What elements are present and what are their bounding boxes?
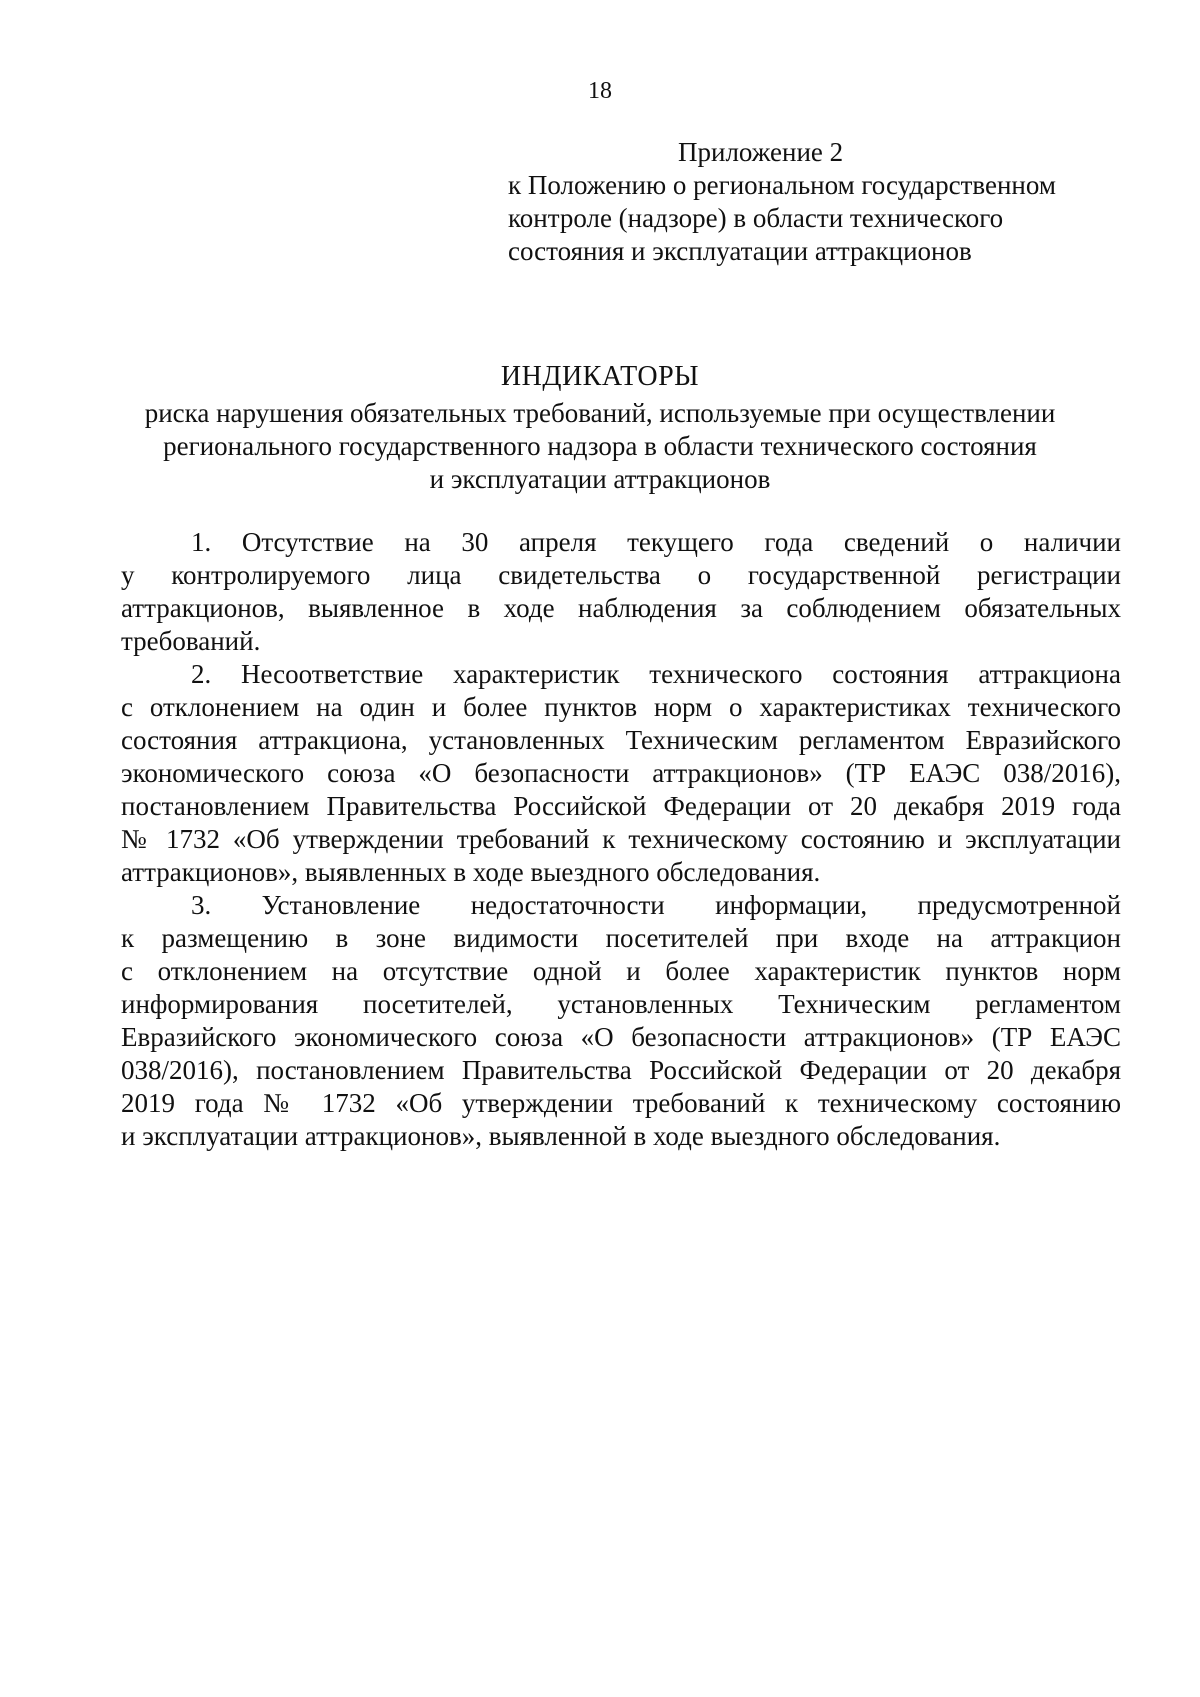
text-line: постановлением Правительства Российской Федерации от 20 декабря 2019 года xyxy=(121,791,1121,821)
text-line: № 1732 «Об утверждении требований к техническому состоянию и эксплуатации xyxy=(121,824,1121,854)
text-line: с отклонением на один и более пунктов норм о характеристиках технического xyxy=(121,692,1121,722)
subtitle-line: и эксплуатации аттракционов xyxy=(429,464,771,494)
document-subtitle xyxy=(100,397,1100,496)
text-line: у контролируемого лица свидетельства о государственной регистрации xyxy=(121,560,1121,590)
indicator-item-1 xyxy=(121,526,1121,658)
text-line: и эксплуатации аттракционов», выявленной в ходе выездного обследования. xyxy=(121,1121,1001,1151)
appendix-line: к Положению о региональном государственном xyxy=(508,170,1056,200)
appendix-line: состояния и эксплуатации аттракционов xyxy=(508,236,972,266)
text-line: 2019 года № 1732 «Об утверждении требований к техническому состоянию xyxy=(121,1088,1121,1118)
appendix-line: контроле (надзоре) в области технического xyxy=(508,203,1004,233)
document-body xyxy=(121,526,1121,1153)
text-line: аттракционов», выявленных в ходе выездного обследования. xyxy=(121,857,821,887)
text-line: 1. Отсутствие на 30 апреля текущего года сведений о наличии xyxy=(191,527,1121,557)
subtitle-line: риска нарушения обязательных требований, используемые при осуществлении xyxy=(144,398,1056,428)
text-line: 3. Установление недостаточности информации, предусмотренной xyxy=(191,890,1121,920)
text-line: информирования посетителей, установленных Техническим регламентом xyxy=(121,989,1121,1019)
text-line: к размещению в зоне видимости посетителей при входе на аттракцион xyxy=(121,923,1121,953)
text-line: требований. xyxy=(121,626,261,656)
text-line: экономического союза «О безопасности аттракционов» (ТР ЕАЭС 038/2016), xyxy=(121,758,1121,788)
page-number: 18 xyxy=(588,78,612,104)
subtitle-line: регионального государственного надзора в области технического состояния xyxy=(163,431,1037,461)
text-line: Евразийского экономического союза «О безопасности аттракционов» (ТР ЕАЭС xyxy=(121,1022,1121,1052)
text-line: с отклонением на отсутствие одной и более характеристик пунктов норм xyxy=(121,956,1121,986)
text-line: состояния аттракциона, установленных Техническим регламентом Евразийского xyxy=(121,725,1121,755)
appendix-reference xyxy=(508,136,1108,268)
indicator-item-3 xyxy=(121,889,1121,1153)
text-line: аттракционов, выявленное в ходе наблюдения за соблюдением обязательных xyxy=(121,593,1121,623)
document-title: ИНДИКАТОРЫ xyxy=(500,361,700,392)
appendix-title: Приложение 2 xyxy=(678,137,844,167)
text-line: 038/2016), постановлением Правительства Российской Федерации от 20 декабря xyxy=(121,1055,1121,1085)
indicator-item-2 xyxy=(121,658,1121,889)
text-line: 2. Несоответствие характеристик технического состояния аттракциона xyxy=(191,659,1121,689)
